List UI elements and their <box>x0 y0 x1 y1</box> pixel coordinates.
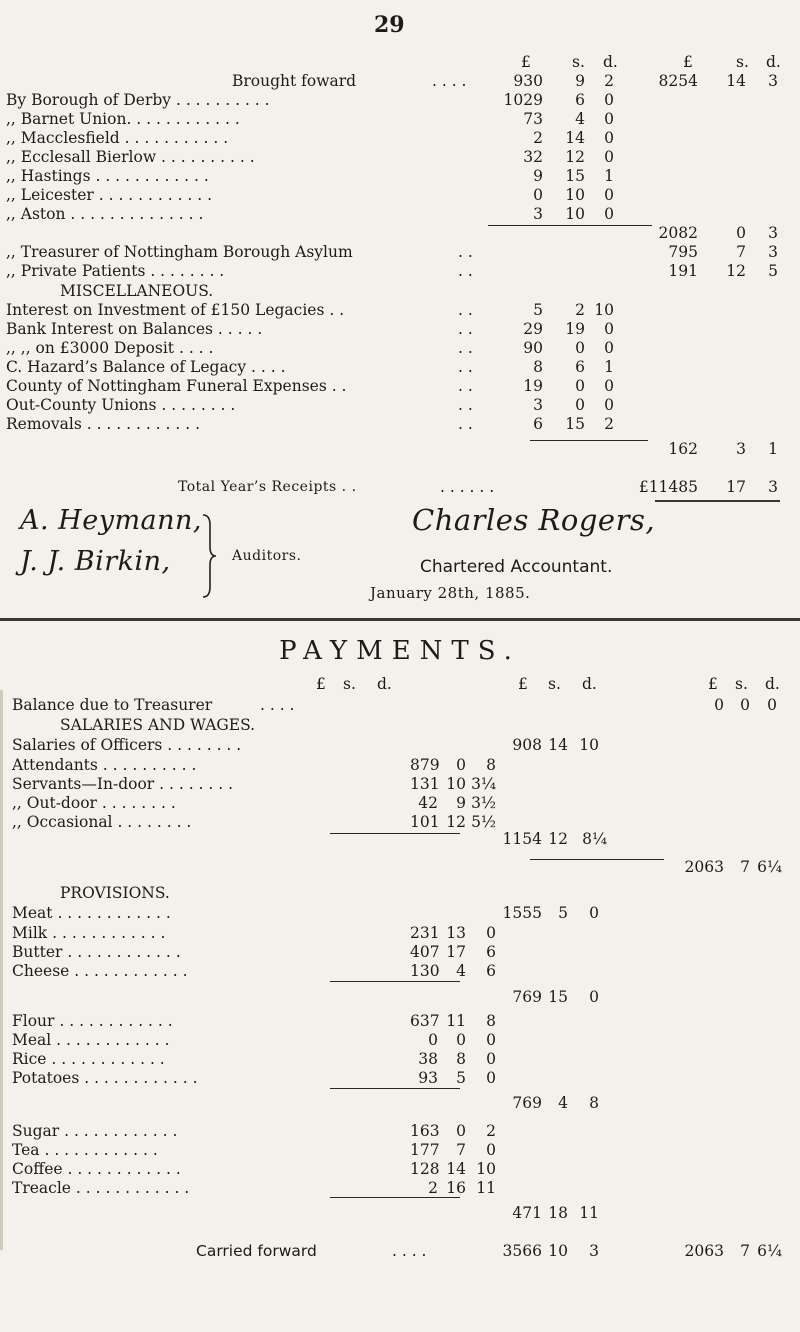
col-header-pounds: £ <box>521 53 531 71</box>
row-label: ,, ,, on £3000 Deposit . . . . <box>6 339 214 357</box>
row-shillings: 6 <box>575 358 585 376</box>
boroughs-total-pounds: 2082 <box>658 224 698 242</box>
row-pounds: 879 <box>410 756 440 774</box>
officers-pence: 10 <box>579 736 599 754</box>
row-pence: 11 <box>476 1179 496 1197</box>
col-header-pence-2: d. <box>766 53 781 71</box>
row-pence: 1 <box>604 358 614 376</box>
grain-total-pence: 8 <box>589 1094 599 1112</box>
audit-date: January 28th, 1885. <box>370 584 531 602</box>
row-shillings: 4 <box>575 110 585 128</box>
row-pence: 0 <box>486 1031 496 1049</box>
row-pence: 2 <box>604 415 614 433</box>
row-label: By Borough of Derby . . . . . . . . . . <box>6 91 270 109</box>
meat-pence: 0 <box>589 904 599 922</box>
leader-dots: . . <box>458 339 473 357</box>
row-pounds: 0 <box>533 186 543 204</box>
row-label: ,, Occasional . . . . . . . . <box>12 813 192 831</box>
rule <box>530 859 664 860</box>
row-shillings: 10 <box>565 186 585 204</box>
private-pence: 5 <box>768 262 778 280</box>
brought-forward-pence: 2 <box>604 72 614 90</box>
row-pence: 0 <box>486 1141 496 1159</box>
total-receipts-pence: 3 <box>768 478 778 496</box>
row-pence: 0 <box>604 148 614 166</box>
treasurer-shillings: 7 <box>736 243 746 261</box>
row-label: Sugar . . . . . . . . . . . . <box>12 1122 178 1140</box>
row-pence: 0 <box>604 91 614 109</box>
row-label: ,, Ecclesall Bierlow . . . . . . . . . . <box>6 148 255 166</box>
row-pounds: 131 <box>410 775 440 793</box>
row-shillings: 10 <box>565 205 585 223</box>
leader-dots: . . <box>458 377 473 395</box>
row-shillings: 10 <box>446 775 466 793</box>
row-pounds: 73 <box>523 110 543 128</box>
rule <box>330 1197 460 1198</box>
row-shillings: 4 <box>456 962 466 980</box>
row-shillings: 0 <box>456 1122 466 1140</box>
row-pounds: 93 <box>418 1069 438 1087</box>
balance-pence: 0 <box>767 696 777 714</box>
rule <box>330 981 460 982</box>
leader-dots: . . <box>458 415 473 433</box>
provisions-heading: PROVISIONS. <box>60 884 170 902</box>
leader-dots: . . <box>458 301 473 319</box>
col-header-pounds-2: £ <box>683 53 693 71</box>
auditor-signature-1: A. Heymann, <box>20 505 203 536</box>
row-label: Coffee . . . . . . . . . . . . <box>12 1160 181 1178</box>
row-label: ,, Out-door . . . . . . . . <box>12 794 176 812</box>
row-pounds: 38 <box>418 1050 438 1068</box>
brace-icon <box>200 513 218 599</box>
row-label: Out-County Unions . . . . . . . . <box>6 396 236 414</box>
row-pence: 3¼ <box>471 775 496 793</box>
section-divider <box>0 618 800 621</box>
misc-total-shillings: 3 <box>736 440 746 458</box>
row-shillings: 17 <box>446 943 466 961</box>
balance-pounds: 0 <box>714 696 724 714</box>
row-pounds: 101 <box>410 813 440 831</box>
double-rule <box>655 500 780 502</box>
grocery-total-pence: 11 <box>579 1204 599 1222</box>
brought-forward-pounds: 930 <box>513 72 543 90</box>
officers-shillings: 14 <box>548 736 568 754</box>
row-pounds: 130 <box>410 962 440 980</box>
carried-pounds: 3566 <box>502 1242 542 1260</box>
meat-pounds: 1555 <box>502 904 542 922</box>
row-label: Potatoes . . . . . . . . . . . . <box>12 1069 198 1087</box>
row-pence: 0 <box>486 1050 496 1068</box>
row-label: Attendants . . . . . . . . . . <box>12 756 197 774</box>
salary-subtotal-pence: 8¼ <box>582 830 607 848</box>
row-label: C. Hazard’s Balance of Legacy . . . . <box>6 358 286 376</box>
row-shillings: 12 <box>446 813 466 831</box>
row-pence: 6 <box>486 943 496 961</box>
row-pounds: 0 <box>428 1031 438 1049</box>
row-shillings: 9 <box>456 794 466 812</box>
row-shillings: 13 <box>446 924 466 942</box>
row-pence: 0 <box>604 377 614 395</box>
grain-total-pounds: 769 <box>512 1094 542 1112</box>
row-pence: 0 <box>604 205 614 223</box>
meat-label: Meat . . . . . . . . . . . . <box>12 904 171 922</box>
salary-total-pence: 6¼ <box>757 858 782 876</box>
brought-forward-shillings-2: 14 <box>726 72 746 90</box>
row-pounds: 6 <box>533 415 543 433</box>
row-shillings: 0 <box>456 756 466 774</box>
row-label: County of Nottingham Funeral Expenses . . <box>6 377 347 395</box>
row-pounds: 177 <box>410 1141 440 1159</box>
salaries-officers-label: Salaries of Officers . . . . . . . . <box>12 736 242 754</box>
row-label: ,, Aston . . . . . . . . . . . . . . <box>6 205 204 223</box>
row-pounds: 3 <box>533 205 543 223</box>
row-pounds: 2 <box>428 1179 438 1197</box>
row-label: Removals . . . . . . . . . . . . <box>6 415 201 433</box>
row-label: Tea . . . . . . . . . . . . <box>12 1141 158 1159</box>
auditor-signature-2: J. J. Birkin, <box>20 546 171 577</box>
row-pence: 0 <box>604 320 614 338</box>
leader-dots: . . <box>458 243 473 261</box>
boroughs-total-pence: 3 <box>768 224 778 242</box>
row-pence: 0 <box>604 396 614 414</box>
balance-shillings: 0 <box>740 696 750 714</box>
row-shillings: 6 <box>575 91 585 109</box>
row-shillings: 0 <box>575 377 585 395</box>
row-pence: 1 <box>604 167 614 185</box>
row-label: Butter . . . . . . . . . . . . <box>12 943 181 961</box>
row-pounds: 9 <box>533 167 543 185</box>
page-number: 29 <box>374 12 405 38</box>
row-pounds: 128 <box>410 1160 440 1178</box>
row-label: ,, Macclesfield . . . . . . . . . . . <box>6 129 229 147</box>
row-pence: 10 <box>594 301 614 319</box>
carried-shillings-2: 7 <box>740 1242 750 1260</box>
misc-total-pounds: 162 <box>668 440 698 458</box>
dairy-total-pence: 0 <box>589 988 599 1006</box>
rule <box>330 1088 460 1089</box>
row-pence: 8 <box>486 1012 496 1030</box>
col-header-pence-2: d. <box>582 675 597 693</box>
dairy-total-pounds: 769 <box>512 988 542 1006</box>
row-pounds: 231 <box>410 924 440 942</box>
rule <box>530 440 648 441</box>
row-shillings: 15 <box>565 167 585 185</box>
leader-dots: . . . . <box>392 1242 427 1260</box>
col-header-shillings: s. <box>343 675 356 693</box>
carried-forward-label: Carried forward <box>196 1242 317 1260</box>
col-header-shillings-3: s. <box>735 675 748 693</box>
row-pence: 0 <box>486 1069 496 1087</box>
misc-total-pence: 1 <box>768 440 778 458</box>
salary-total-shillings: 7 <box>740 858 750 876</box>
col-header-pounds-2: £ <box>518 675 528 693</box>
row-pence: 0 <box>604 129 614 147</box>
row-label: Interest on Investment of £150 Legacies . . <box>6 301 345 319</box>
grain-total-shillings: 4 <box>558 1094 568 1112</box>
row-pounds: 32 <box>523 148 543 166</box>
row-shillings: 16 <box>446 1179 466 1197</box>
row-shillings: 0 <box>575 339 585 357</box>
row-pounds: 2 <box>533 129 543 147</box>
grocery-total-shillings: 18 <box>548 1204 568 1222</box>
dairy-total-shillings: 15 <box>548 988 568 1006</box>
total-receipts-pounds: £11485 <box>638 478 698 496</box>
col-header-pence-3: d. <box>765 675 780 693</box>
accountant-title: Chartered Accountant. <box>420 557 613 577</box>
carried-pence-2: 6¼ <box>757 1242 782 1260</box>
brought-forward-pounds-2: 8254 <box>658 72 698 90</box>
salary-subtotal-shillings: 12 <box>548 830 568 848</box>
row-shillings: 15 <box>565 415 585 433</box>
row-pence: 3½ <box>471 794 496 812</box>
brought-forward-pence-2: 3 <box>768 72 778 90</box>
salaries-heading: SALARIES AND WAGES. <box>60 716 256 734</box>
row-pounds: 407 <box>410 943 440 961</box>
row-label: ,, Hastings . . . . . . . . . . . . <box>6 167 209 185</box>
accountant-signature: Charles Rogers, <box>412 503 656 537</box>
row-pounds: 1029 <box>503 91 543 109</box>
private-patients-label: ,, Private Patients . . . . . . . . <box>6 262 225 280</box>
row-label: Meal . . . . . . . . . . . . <box>12 1031 170 1049</box>
meat-shillings: 5 <box>558 904 568 922</box>
row-pounds: 90 <box>523 339 543 357</box>
row-shillings: 14 <box>446 1160 466 1178</box>
private-pounds: 191 <box>668 262 698 280</box>
leader-dots: . . . . <box>260 696 295 714</box>
row-pounds: 8 <box>533 358 543 376</box>
brought-forward-label: Brought foward <box>232 72 357 90</box>
private-shillings: 12 <box>726 262 746 280</box>
grocery-total-pounds: 471 <box>512 1204 542 1222</box>
row-shillings: 8 <box>456 1050 466 1068</box>
col-header-pounds: £ <box>316 675 326 693</box>
row-shillings: 12 <box>565 148 585 166</box>
row-label: Rice . . . . . . . . . . . . <box>12 1050 165 1068</box>
auditors-label: Auditors. <box>232 548 302 564</box>
row-pence: 8 <box>486 756 496 774</box>
row-label: ,, Barnet Union. . . . . . . . . . . . <box>6 110 240 128</box>
row-label: Servants—In-door . . . . . . . . <box>12 775 234 793</box>
row-pence: 0 <box>604 339 614 357</box>
balance-due-label: Balance due to Treasurer <box>12 696 213 714</box>
boroughs-total-shillings: 0 <box>736 224 746 242</box>
leader-dots: . . . . <box>432 72 467 90</box>
row-pounds: 29 <box>523 320 543 338</box>
row-label: Cheese . . . . . . . . . . . . <box>12 962 188 980</box>
row-shillings: 7 <box>456 1141 466 1159</box>
row-pounds: 19 <box>523 377 543 395</box>
brought-forward-shillings: 9 <box>575 72 585 90</box>
row-pounds: 3 <box>533 396 543 414</box>
row-label: Flour . . . . . . . . . . . . <box>12 1012 173 1030</box>
row-pence: 5½ <box>471 813 496 831</box>
treasurer-pence: 3 <box>768 243 778 261</box>
row-pence: 0 <box>604 110 614 128</box>
col-header-shillings-2: s. <box>736 53 749 71</box>
leader-dots: . . <box>458 358 473 376</box>
rule <box>488 225 652 226</box>
row-shillings: 14 <box>565 129 585 147</box>
col-header-pence: d. <box>603 53 618 71</box>
total-receipts-shillings: 17 <box>726 478 746 496</box>
row-label: Milk . . . . . . . . . . . . <box>12 924 166 942</box>
row-pounds: 42 <box>418 794 438 812</box>
row-pounds: 163 <box>410 1122 440 1140</box>
salary-total-pounds: 2063 <box>684 858 724 876</box>
treasurer-pounds: 795 <box>668 243 698 261</box>
salary-subtotal-pounds: 1154 <box>502 830 542 848</box>
col-header-shillings: s. <box>572 53 585 71</box>
total-receipts-label: Total Year’s Receipts . . <box>178 479 357 495</box>
misc-heading: MISCELLANEOUS. <box>60 282 214 300</box>
row-shillings: 11 <box>446 1012 466 1030</box>
row-shillings: 0 <box>456 1031 466 1049</box>
row-shillings: 0 <box>575 396 585 414</box>
row-label: Bank Interest on Balances . . . . . <box>6 320 263 338</box>
leader-dots: . . <box>458 396 473 414</box>
row-label: ,, Leicester . . . . . . . . . . . . <box>6 186 213 204</box>
row-shillings: 5 <box>456 1069 466 1087</box>
rule <box>330 833 460 834</box>
payments-heading: PAYMENTS. <box>279 636 521 666</box>
leader-dots: . . . . . . <box>440 478 495 496</box>
leader-dots: . . <box>458 262 473 280</box>
row-pence: 6 <box>486 962 496 980</box>
row-shillings: 2 <box>575 301 585 319</box>
carried-shillings: 10 <box>548 1242 568 1260</box>
row-shillings: 19 <box>565 320 585 338</box>
col-header-pounds-3: £ <box>708 675 718 693</box>
row-label: Treacle . . . . . . . . . . . . <box>12 1179 190 1197</box>
carried-pence: 3 <box>589 1242 599 1260</box>
carried-pounds-2: 2063 <box>684 1242 724 1260</box>
col-header-shillings-2: s. <box>548 675 561 693</box>
row-pence: 0 <box>604 186 614 204</box>
treasurer-label: ,, Treasurer of Nottingham Borough Asylum <box>6 243 353 261</box>
row-pence: 2 <box>486 1122 496 1140</box>
row-pounds: 637 <box>410 1012 440 1030</box>
row-pounds: 5 <box>533 301 543 319</box>
row-pence: 0 <box>486 924 496 942</box>
binding-edge <box>0 690 3 1250</box>
officers-pounds: 908 <box>512 736 542 754</box>
row-pence: 10 <box>476 1160 496 1178</box>
leader-dots: . . <box>458 320 473 338</box>
col-header-pence: d. <box>377 675 392 693</box>
